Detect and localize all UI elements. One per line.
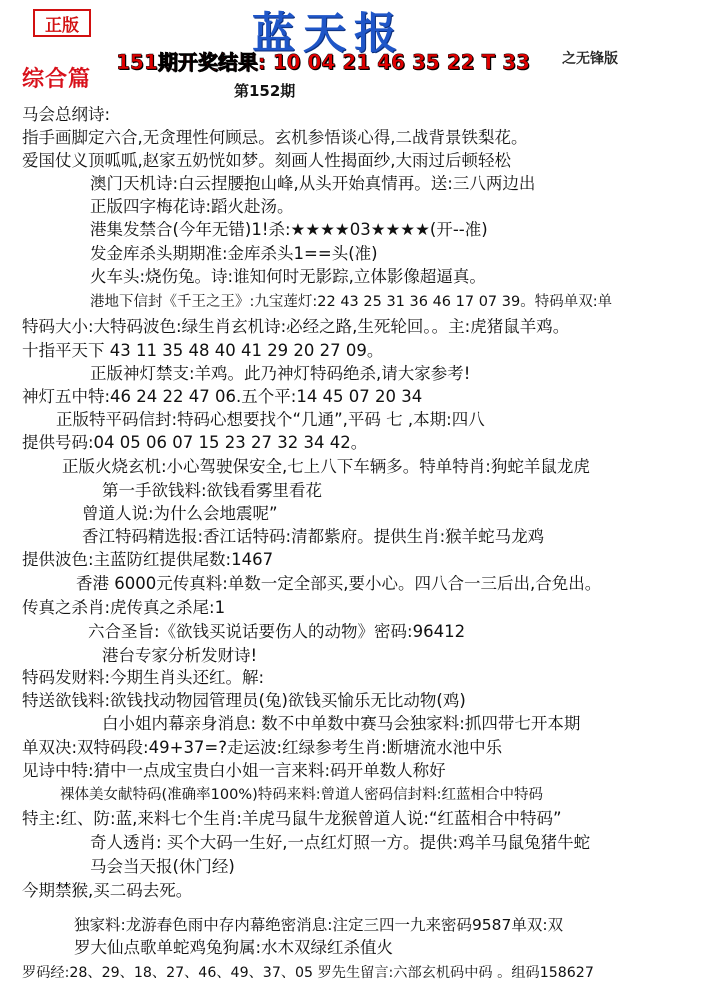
text-line: 十指平天下 43 11 35 48 40 41 29 20 27 09。 bbox=[22, 341, 384, 360]
text-line: 马会总纲诗: bbox=[22, 105, 111, 124]
text-line: 正版四字梅花诗:蹈火赴汤。 bbox=[90, 197, 294, 216]
text-line: 罗码经:28、29、18、27、46、49、37、05 罗先生留言:六部玄机码中码 。组码158627 bbox=[22, 965, 594, 981]
text-line: 爱国仗义顶呱呱,赵家五奶恍如梦。刻画人性揭面纱,大雨过后顿轻松 bbox=[22, 151, 511, 170]
newspaper-title: 蓝天报 bbox=[252, 9, 405, 59]
text-line: 香江特码精选报:香江话特码:清都紫府。提供生肖:猴羊蛇马龙鸡 bbox=[82, 527, 545, 546]
text-line: 第一手欲钱料:欲钱看雾里看花 bbox=[102, 481, 323, 500]
text-line: 特码发财料:今期生肖头还红。解: bbox=[22, 668, 265, 687]
text-line: 单双决:双特码段:49+37=?走运波:红绿参考生肖:断塘流水池中乐 bbox=[22, 738, 503, 757]
text-line: 正版火烧玄机:小心驾驶保安全,七上八下车辆多。特单特肖:狗蛇羊鼠龙虎 bbox=[62, 457, 590, 476]
issue-number: 第152期 bbox=[234, 82, 296, 100]
text-line: 传真之杀肖:虎传真之杀尾:1 bbox=[22, 598, 226, 617]
text-line: 今期禁猴,买二码去死。 bbox=[22, 881, 193, 900]
text-line: 指手画脚定六合,无贪理性何顾忌。玄机参悟谈心得,二战背景铁梨花。 bbox=[22, 128, 528, 147]
text-line: 正版神灯禁支:羊鸡。此乃神灯特码绝杀,请大家参考! bbox=[90, 364, 471, 383]
text-line: 提供号码:04 05 06 07 15 23 27 32 34 42。 bbox=[22, 433, 368, 452]
text-line: 火车头:烧伤兔。诗:谁知何时无影踪,立体影像超逼真。 bbox=[90, 267, 486, 286]
text-line: 港集发禁合(今年无错)1!杀:★★★★03★★★★(开--准) bbox=[90, 220, 488, 239]
edition-badge: 正版 bbox=[33, 9, 91, 37]
text-line: 提供波色:主蓝防红提供尾数:1467 bbox=[22, 550, 274, 569]
text-line: 马会当天报(休门经) bbox=[90, 857, 235, 876]
text-line: 神灯五中特:46 24 22 47 06.五个平:14 45 07 20 34 bbox=[22, 387, 423, 406]
edition-label: 之无锋版 bbox=[562, 51, 618, 67]
text-line: 正版特平码信封:特码心想要找个“几通”,平码 七 ,本期:四八 bbox=[56, 410, 485, 429]
text-line: 港台专家分析发财诗! bbox=[102, 646, 258, 665]
text-line: 六合圣旨:《欲钱买说话要伤人的动物》密码:96412 bbox=[88, 622, 466, 641]
text-line: 特码大小:大特码波色:绿生肖玄机诗:必经之路,生死轮回。。主:虎猪鼠羊鸡。 bbox=[22, 317, 570, 336]
text-line: 奇人透肖: 买个大码一生好,一点红灯照一方。提供:鸡羊马鼠兔猪牛蛇 bbox=[90, 833, 591, 852]
text-line: 罗大仙点歌单蛇鸡兔狗属:水木双绿红杀值火 bbox=[74, 938, 394, 957]
text-line: 港地下信封《千王之王》:九宝莲灯:22 43 25 31 36 46 17 07 39。特码单双:单 bbox=[90, 294, 613, 310]
text-line: 特送欲钱料:欲钱找动物园管理员(兔)欲钱买愉乐无比动物(鸡) bbox=[22, 691, 466, 710]
text-line: 香港 6000元传真料:单数一定全部买,要小心。四八合一三后出,合免出。 bbox=[76, 574, 602, 593]
text-line: 曾道人说:为什么会地震呢” bbox=[82, 504, 278, 523]
text-line: 裸体美女献特码(准确率100%)特码来料:曾道人密码信封料:红蓝相合中特码 bbox=[60, 787, 544, 803]
text-line: 白小姐内幕亲身消息: 数不中单数中赛马会独家料:抓四带七开本期 bbox=[102, 714, 581, 733]
text-line: 见诗中特:猜中一点成宝贵白小姐一言来料:码开单数人称好 bbox=[22, 761, 446, 780]
section-title: 综合篇 bbox=[22, 67, 92, 92]
text-line: 澳门天机诗:白云捏腰抱山峰,从头开始真情再。送:三八两边出 bbox=[90, 174, 536, 193]
draw-results-banner: 151期开奖结果: 10 04 21 46 35 22 T 33 bbox=[116, 50, 530, 74]
text-line: 发金库杀头期期准:金库杀头1==头(准) bbox=[90, 244, 378, 263]
text-line: 特主:红、防:蓝,来料七个生肖:羊虎马鼠牛龙猴曾道人说:“红蓝相合中特码” bbox=[22, 809, 562, 828]
text-line: 独家料:龙游春色雨中存内幕绝密消息:注定三四一九来密码9587单双:双 bbox=[74, 916, 564, 934]
